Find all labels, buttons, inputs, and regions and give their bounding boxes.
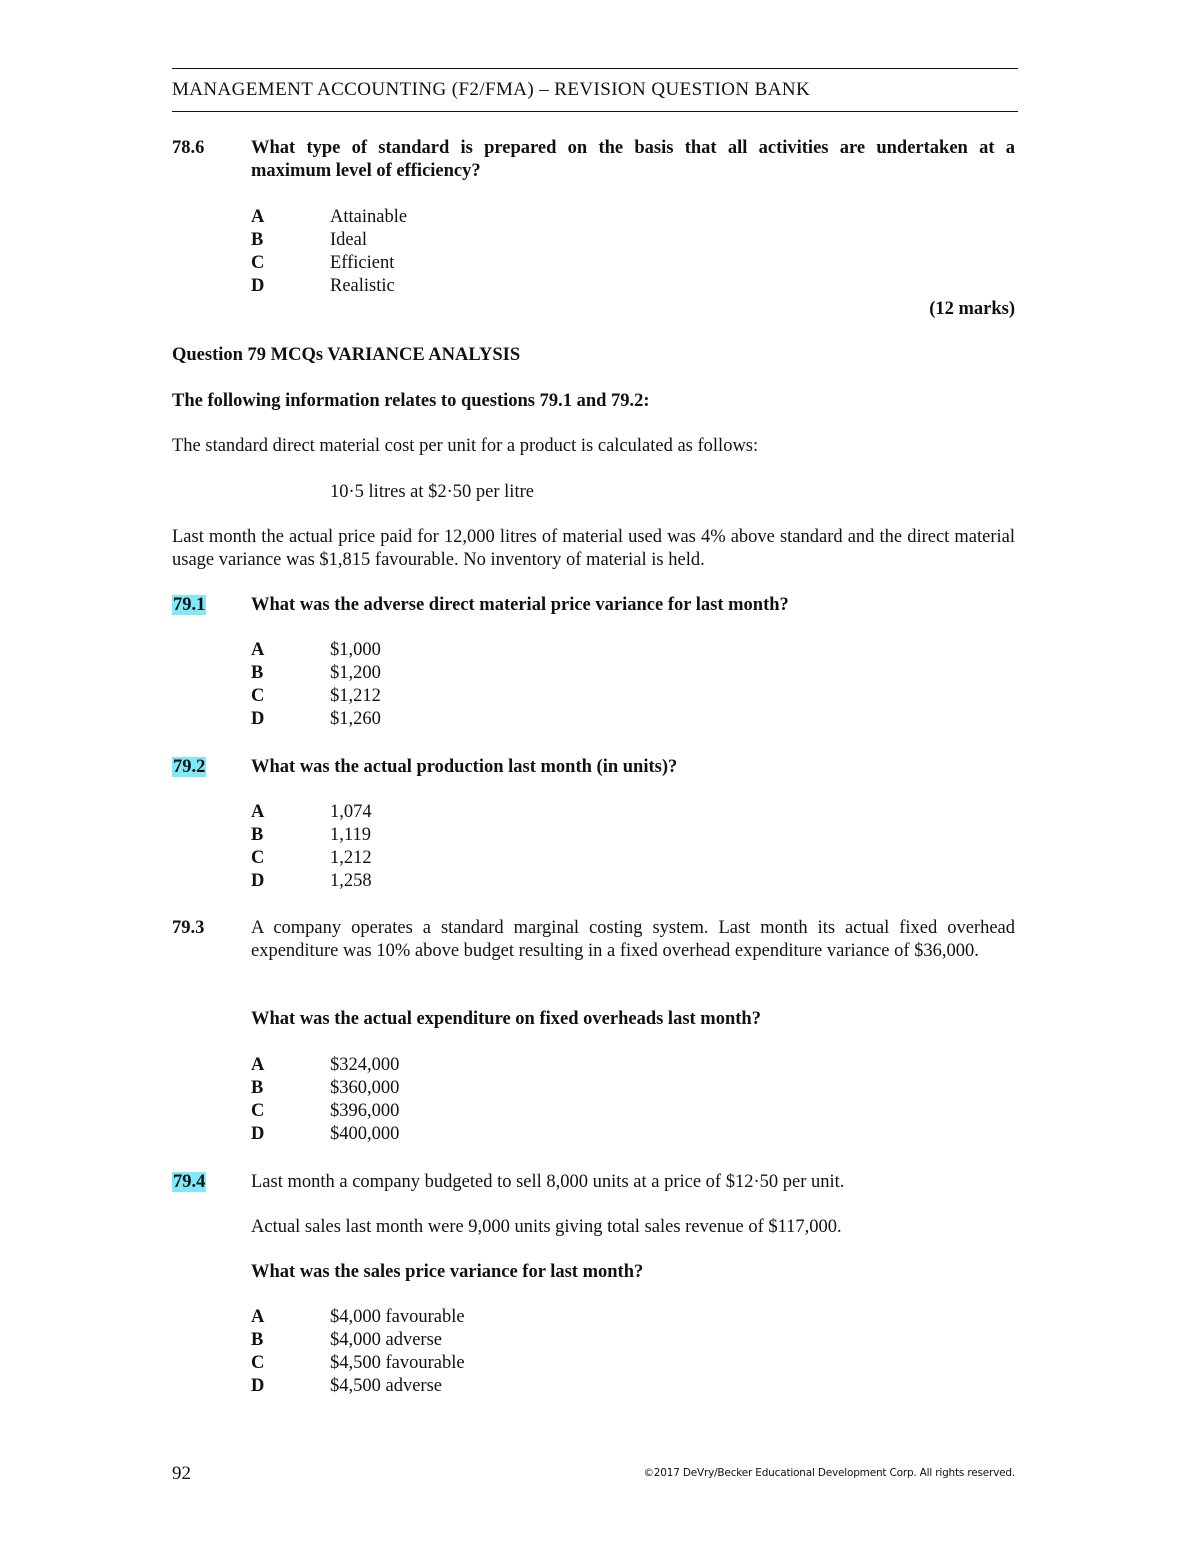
option-letter: C <box>251 1353 265 1373</box>
option-text: $4,500 adverse <box>330 1376 442 1396</box>
option-letter: A <box>251 207 265 227</box>
question-79-3-context: A company operates a standard marginal costing system. Last month its actual fixed overhead expenditure was 10% above budget resulting in a fixed overhead expenditure variance of $36,000. <box>251 918 1015 961</box>
page-number: 92 <box>172 1463 191 1484</box>
standard-cost-line: 10·5 litres at $2·50 per litre <box>330 482 534 502</box>
option-letter: B <box>251 1078 264 1098</box>
question-number-79-4 <box>172 1171 252 1194</box>
option-text: 1,119 <box>330 825 371 845</box>
option-letter: D <box>251 1124 265 1144</box>
info-heading: The following information relates to questions 79.1 and 79.2: <box>172 391 650 411</box>
option-text: Ideal <box>330 230 367 250</box>
option-text: $1,000 <box>330 640 381 660</box>
question-number-highlight: 79.2 <box>173 757 206 777</box>
option-letter: C <box>251 1101 265 1121</box>
option-letter: A <box>251 1307 265 1327</box>
option-text: Attainable <box>330 207 408 227</box>
question-79-1-text: What was the adverse direct material price variance for last month? <box>251 595 789 615</box>
option-letter: B <box>251 663 264 683</box>
option-letter: D <box>251 276 265 296</box>
question-79-4-context2: Actual sales last month were 9,000 units giving total sales revenue of $117,000. <box>251 1217 842 1237</box>
question-78-6-line1: What type of standard is prepared on the basis that all activities are undertaken at a <box>251 138 1015 158</box>
option-text: $396,000 <box>330 1101 400 1121</box>
option-text: Efficient <box>330 253 395 273</box>
option-letter: A <box>251 640 265 660</box>
option-text: Realistic <box>330 276 395 296</box>
option-text: $400,000 <box>330 1124 400 1144</box>
option-text: $4,000 favourable <box>330 1307 465 1327</box>
option-text: $1,212 <box>330 686 381 706</box>
question-79-3-text: What was the actual expenditure on fixed overheads last month? <box>251 1009 761 1029</box>
option-letter: A <box>251 1055 265 1075</box>
question-number-79-3: 79.3 <box>172 918 205 938</box>
option-letter: C <box>251 848 265 868</box>
question-number-78-6: 78.6 <box>172 138 205 158</box>
intro-text: The standard direct material cost per unit for a product is calculated as follows: <box>172 436 759 456</box>
copyright-notice: ©2017 DeVry/Becker Educational Development Corp. All rights reserved. <box>643 1467 1015 1479</box>
question-number-highlight: 79.1 <box>173 595 206 615</box>
option-letter: C <box>251 253 265 273</box>
option-text: 1,258 <box>330 871 372 891</box>
option-letter: A <box>251 802 265 822</box>
option-text: $4,500 favourable <box>330 1353 465 1373</box>
header-rule-top <box>172 68 1018 69</box>
option-text: $360,000 <box>330 1078 400 1098</box>
header-rule-bottom <box>172 111 1018 112</box>
question-79-4-text: What was the sales price variance for last month? <box>251 1262 644 1282</box>
question-79-4-context1: Last month a company budgeted to sell 8,000 units at a price of $12·50 per unit. <box>251 1172 845 1192</box>
question-79-2-text: What was the actual production last month (in units)? <box>251 757 678 777</box>
page-header-title: MANAGEMENT ACCOUNTING (F2/FMA) – REVISION QUESTION BANK <box>172 79 811 100</box>
option-text: $4,000 adverse <box>330 1330 442 1350</box>
option-text: $1,200 <box>330 663 381 683</box>
question-79-heading: Question 79 MCQs VARIANCE ANALYSIS <box>172 345 521 365</box>
option-letter: D <box>251 709 265 729</box>
marks-label: (12 marks) <box>929 299 1015 319</box>
option-letter: C <box>251 686 265 706</box>
question-number-79-1 <box>172 594 252 617</box>
option-letter: B <box>251 1330 264 1350</box>
option-letter: D <box>251 1376 265 1396</box>
context-paragraph: Last month the actual price paid for 12,000 litres of material used was 4% above standard and the direct material usage variance was $1,815 favourable. No inventory of material is held. <box>172 527 1015 570</box>
option-text: 1,074 <box>330 802 372 822</box>
option-text: 1,212 <box>330 848 372 868</box>
option-text: $324,000 <box>330 1055 400 1075</box>
option-letter: B <box>251 230 264 250</box>
option-text: $1,260 <box>330 709 381 729</box>
option-letter: B <box>251 825 264 845</box>
question-number-highlight: 79.4 <box>173 1172 206 1192</box>
question-78-6-line2: maximum level of efficiency? <box>251 161 481 181</box>
option-letter: D <box>251 871 265 891</box>
question-number-79-2 <box>172 756 252 779</box>
